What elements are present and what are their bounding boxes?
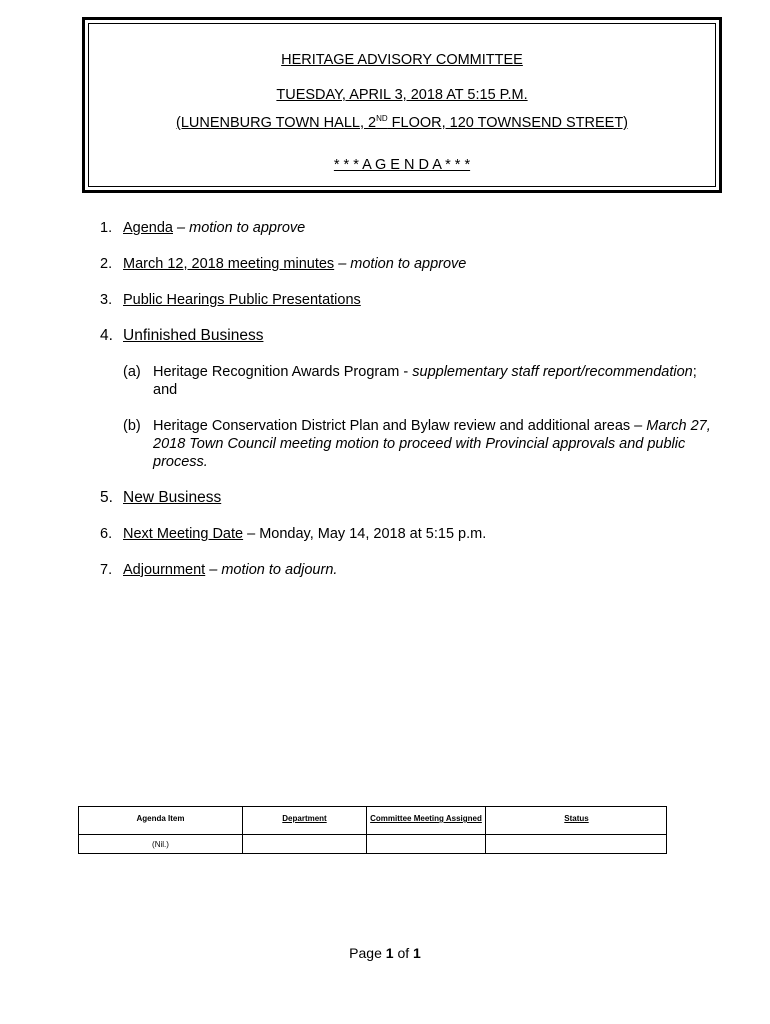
table-header-status: Status bbox=[564, 814, 589, 823]
header-inner-border bbox=[88, 23, 716, 187]
agenda-header-box bbox=[82, 17, 722, 193]
table-header-committee-meeting: Committee Meeting Assigned bbox=[370, 814, 482, 823]
page-total: 1 bbox=[413, 945, 421, 961]
meeting-date-time: TUESDAY, APRIL 3, 2018 AT 5:15 P.M. bbox=[276, 87, 528, 103]
agenda-title: * * * A G E N D A * * * bbox=[333, 157, 471, 173]
page-footer: Page 1 of 1 bbox=[349, 945, 421, 961]
meeting-location: (LUNENBURG TOWN HALL, 2ND FLOOR, 120 TOWNSEND STREET) bbox=[175, 114, 629, 131]
table-header-department: Department bbox=[282, 814, 327, 823]
page-number: 1 bbox=[385, 945, 394, 961]
committee-name: HERITAGE ADVISORY COMMITTEE bbox=[281, 52, 523, 68]
table-cell-agenda-item: (Nil.) bbox=[152, 840, 169, 849]
table-header-agenda-item: Agenda Item bbox=[136, 814, 185, 823]
table-row-divider bbox=[79, 834, 666, 835]
agenda-tracking-table bbox=[78, 806, 667, 854]
